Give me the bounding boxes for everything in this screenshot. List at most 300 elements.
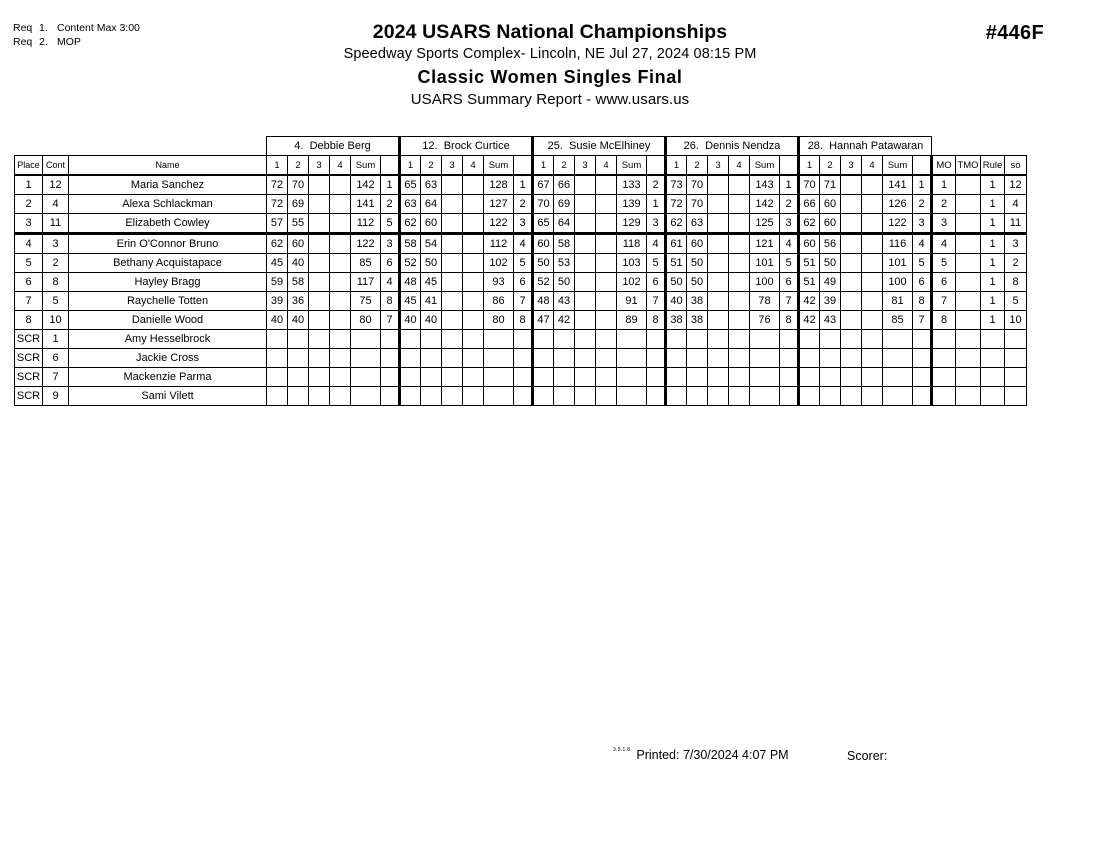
cell-j1-ord: 6 [381,254,400,273]
requirement-label: Req [13,36,33,48]
cell-j5-score4 [862,195,883,214]
report-header [0,20,1100,111]
cell-j2-score3 [442,195,463,214]
column-header-name: Name [69,156,267,176]
cell-j4-sum [750,387,780,406]
cell-j3-sum [617,387,647,406]
cell-j1-score2: 40 [288,254,309,273]
cell-cont: 10 [43,311,69,330]
table-row [15,254,1027,273]
report-version-code: 3.9.1.8 [613,747,631,753]
judge-name: Hannah Patawaran [829,140,924,152]
requirement-label: Req [13,22,33,34]
cell-j4-score4 [729,387,750,406]
cell-so [1005,349,1027,368]
cell-j5-score4 [862,214,883,234]
cell-mo [932,387,956,406]
cell-j2-score4 [463,273,484,292]
cell-j1-score2: 69 [288,195,309,214]
cell-so: 4 [1005,195,1027,214]
cell-j1-sum: 122 [351,234,381,254]
cell-j2-sum: 112 [484,234,514,254]
cell-j3-score4 [596,330,617,349]
cell-tmo [956,330,981,349]
cell-j4-score4 [729,311,750,330]
column-header-cont: Cont [43,156,69,176]
cell-j2-ord: 7 [514,292,533,311]
cell-j5-sum: 101 [883,254,913,273]
cell-j1-score4 [330,273,351,292]
cell-j4-ord: 6 [780,273,799,292]
cell-j2-score3 [442,254,463,273]
cell-j5-ord: 7 [913,311,932,330]
cell-j3-score4 [596,311,617,330]
cell-so [1005,387,1027,406]
cell-place: SCR [15,387,43,406]
cell-j3-ord: 1 [647,195,666,214]
cell-j4-sum: 78 [750,292,780,311]
requirement-text: MOP [57,36,81,48]
cell-j1-score1: 72 [267,175,288,195]
cell-j5-ord: 1 [913,175,932,195]
cell-j1-ord: 3 [381,234,400,254]
printed-timestamp: Printed: 7/30/2024 4:07 PM [636,748,789,762]
cell-cont: 9 [43,387,69,406]
cell-j3-sum: 103 [617,254,647,273]
cell-j2-ord [514,368,533,387]
cell-place: 7 [15,292,43,311]
cell-j4-ord [780,349,799,368]
results-table [14,136,1027,406]
cell-j1-score2: 58 [288,273,309,292]
cell-j2-sum: 93 [484,273,514,292]
column-header-j3-2: 2 [554,156,575,176]
cell-j5-score1: 70 [799,175,820,195]
cell-j5-score1 [799,330,820,349]
cell-j1-ord: 7 [381,311,400,330]
cell-j3-score3 [575,214,596,234]
cell-j3-score3 [575,368,596,387]
cell-j4-score4 [729,292,750,311]
cell-j5-score3 [841,254,862,273]
cell-j1-score4 [330,330,351,349]
cell-j1-score1: 57 [267,214,288,234]
column-header-j4-3: 3 [708,156,729,176]
cell-j1-score1: 45 [267,254,288,273]
cell-j5-ord [913,387,932,406]
cell-j5-sum [883,368,913,387]
column-header-j3-1: 1 [533,156,554,176]
cell-j3-sum: 89 [617,311,647,330]
column-header-j2-ord: Ord [514,156,533,176]
judge-name: Susie McElhiney [569,140,651,152]
judge-name: Dennis Nendza [705,140,781,152]
cell-j1-ord [381,349,400,368]
judge-number: 28. [807,140,823,152]
cell-j2-score2: 41 [421,292,442,311]
cell-j4-sum [750,330,780,349]
cell-j3-score3 [575,175,596,195]
cell-so: 12 [1005,175,1027,195]
cell-j5-score4 [862,234,883,254]
cell-j5-sum: 126 [883,195,913,214]
cell-j2-score4 [463,311,484,330]
column-header-j4-2: 2 [687,156,708,176]
cell-tmo [956,234,981,254]
cell-j3-score3 [575,195,596,214]
cell-j5-score1: 42 [799,311,820,330]
cell-j4-score3 [708,368,729,387]
cell-j2-score1: 63 [400,195,421,214]
cell-j1-score1: 40 [267,311,288,330]
cell-j2-score3 [442,175,463,195]
cell-j3-score1 [533,368,554,387]
cell-j4-score3 [708,214,729,234]
cell-rule [981,387,1005,406]
cell-j3-score4 [596,195,617,214]
cell-skater-name: Jackie Cross [69,349,267,368]
cell-j1-sum [351,368,381,387]
cell-j5-score2: 43 [820,311,841,330]
cell-j5-sum: 116 [883,234,913,254]
cell-tmo [956,387,981,406]
column-header-j3-3: 3 [575,156,596,176]
cell-j2-score4 [463,349,484,368]
cell-so [1005,330,1027,349]
cell-j4-sum: 121 [750,234,780,254]
cell-j5-score3 [841,234,862,254]
cell-j1-sum: 85 [351,254,381,273]
cell-j3-score2 [554,330,575,349]
cell-j3-score2 [554,368,575,387]
cell-j3-score2: 66 [554,175,575,195]
cell-j3-score4 [596,292,617,311]
cell-j1-score2 [288,330,309,349]
cell-so: 5 [1005,292,1027,311]
cell-j2-score1: 40 [400,311,421,330]
judge-title-3 [533,137,666,156]
cell-j5-score4 [862,254,883,273]
cell-j1-score2: 36 [288,292,309,311]
cell-j2-ord: 2 [514,195,533,214]
cell-j3-score3 [575,330,596,349]
cell-j2-ord [514,387,533,406]
cell-j3-score2 [554,387,575,406]
cell-j3-score4 [596,175,617,195]
cell-j3-ord: 7 [647,292,666,311]
judge-header-row [15,137,1027,156]
requirement-number: 1. [39,22,48,34]
judge-title-1 [267,137,400,156]
cell-j3-score4 [596,349,617,368]
cell-j1-score2: 70 [288,175,309,195]
cell-j1-score3 [309,214,330,234]
cell-j2-score1: 45 [400,292,421,311]
cell-j4-ord: 8 [780,311,799,330]
cell-j2-ord: 1 [514,175,533,195]
cell-j5-sum: 85 [883,311,913,330]
cell-j1-score4 [330,175,351,195]
cell-j5-ord [913,349,932,368]
cell-j4-score3 [708,234,729,254]
cell-j4-score2 [687,349,708,368]
cell-j4-score2: 38 [687,292,708,311]
cell-j5-score4 [862,368,883,387]
cell-j4-score4 [729,175,750,195]
cell-j3-score1: 70 [533,195,554,214]
cell-j5-score2: 60 [820,214,841,234]
cell-j4-ord [780,330,799,349]
cell-j3-score3 [575,311,596,330]
judge-title-4 [666,137,799,156]
cell-j4-score3 [708,254,729,273]
cell-j1-score1 [267,330,288,349]
judge-number: 4. [294,140,304,152]
cell-j3-score3 [575,349,596,368]
cell-j2-sum: 86 [484,292,514,311]
cell-j1-score2 [288,368,309,387]
cell-j1-score3 [309,195,330,214]
cell-j5-ord: 3 [913,214,932,234]
cell-j2-score4 [463,175,484,195]
cell-j5-score2 [820,387,841,406]
column-header-j1-3: 3 [309,156,330,176]
cell-j2-score3 [442,368,463,387]
cell-j3-score3 [575,387,596,406]
table-row [15,349,1027,368]
cell-so: 10 [1005,311,1027,330]
cell-j3-ord [647,330,666,349]
cell-tmo [956,368,981,387]
cell-j1-score1: 72 [267,195,288,214]
cell-j4-score4 [729,234,750,254]
cell-j1-sum [351,349,381,368]
cell-j2-score3 [442,349,463,368]
cell-j2-score4 [463,214,484,234]
cell-rule: 1 [981,195,1005,214]
cell-j4-score1: 61 [666,234,687,254]
cell-j1-sum: 117 [351,273,381,292]
cell-j1-score1 [267,349,288,368]
cell-j2-score4 [463,330,484,349]
cell-j2-score4 [463,368,484,387]
cell-j2-score1: 58 [400,234,421,254]
cell-mo: 1 [932,175,956,195]
cell-j1-ord [381,387,400,406]
cell-j4-score2: 63 [687,214,708,234]
cell-skater-name: Sami Vilett [69,387,267,406]
cell-j4-ord: 2 [780,195,799,214]
cell-j5-ord: 8 [913,292,932,311]
cell-j3-sum [617,349,647,368]
cell-rule: 1 [981,292,1005,311]
cell-j5-score3 [841,311,862,330]
table-row [15,273,1027,292]
cell-j2-sum [484,368,514,387]
cell-tmo [956,273,981,292]
cell-j4-score1: 38 [666,311,687,330]
cell-j4-ord: 5 [780,254,799,273]
column-header-j1-2: 2 [288,156,309,176]
cell-j3-score4 [596,368,617,387]
cell-j2-score3 [442,387,463,406]
cell-j5-ord: 5 [913,254,932,273]
cell-j4-score3 [708,175,729,195]
cell-j5-score3 [841,175,862,195]
cell-j4-score4 [729,214,750,234]
cell-j1-score4 [330,311,351,330]
cell-j4-score1 [666,387,687,406]
cell-j1-ord: 2 [381,195,400,214]
cell-j3-ord: 6 [647,273,666,292]
cell-j5-score3 [841,195,862,214]
column-header-rule: Rule [981,156,1005,176]
cell-j1-sum: 75 [351,292,381,311]
cell-j4-score2: 50 [687,273,708,292]
column-header-j2-1: 1 [400,156,421,176]
cell-j4-score4 [729,349,750,368]
cell-j2-sum: 128 [484,175,514,195]
judge-number: 26. [683,140,699,152]
cell-j4-score3 [708,387,729,406]
cell-j5-score3 [841,368,862,387]
column-header-j4-sum: Sum [750,156,780,176]
cell-j1-score2: 60 [288,234,309,254]
column-header-j1-4: 4 [330,156,351,176]
cell-j4-ord: 3 [780,214,799,234]
column-header-j3-sum: Sum [617,156,647,176]
cell-skater-name: Erin O'Connor Bruno [69,234,267,254]
cell-j4-sum: 101 [750,254,780,273]
cell-j5-score4 [862,175,883,195]
cell-j3-score2: 69 [554,195,575,214]
column-header-mo: MO [932,156,956,176]
cell-j5-score2: 49 [820,273,841,292]
cell-cont: 11 [43,214,69,234]
column-header-j4-4: 4 [729,156,750,176]
table-row [15,292,1027,311]
cell-j5-score3 [841,330,862,349]
cell-j5-score1 [799,387,820,406]
cell-rule [981,368,1005,387]
cell-j4-score4 [729,195,750,214]
column-header-j2-2: 2 [421,156,442,176]
cell-j4-sum: 125 [750,214,780,234]
cell-tmo [956,254,981,273]
cell-mo [932,349,956,368]
cell-j5-sum: 141 [883,175,913,195]
column-header-so: so [1005,156,1027,176]
column-header-j2-sum: Sum [484,156,514,176]
cell-j2-score2: 45 [421,273,442,292]
cell-cont: 4 [43,195,69,214]
cell-j1-score4 [330,387,351,406]
cell-j3-score1 [533,349,554,368]
cell-j1-score2 [288,387,309,406]
cell-j5-score1: 42 [799,292,820,311]
cell-j4-ord: 4 [780,234,799,254]
cell-j2-score1: 52 [400,254,421,273]
cell-j4-score2 [687,368,708,387]
cell-cont: 6 [43,349,69,368]
cell-j1-ord: 1 [381,175,400,195]
cell-j3-score1 [533,330,554,349]
cell-j5-score2: 39 [820,292,841,311]
cell-skater-name: Elizabeth Cowley [69,214,267,234]
column-header-j1-sum: Sum [351,156,381,176]
cell-j3-score1: 48 [533,292,554,311]
cell-j2-sum [484,349,514,368]
cell-j1-score4 [330,214,351,234]
cell-j1-score1 [267,387,288,406]
cell-j3-sum: 139 [617,195,647,214]
requirement-number: 2. [39,36,48,48]
cell-j4-score1: 40 [666,292,687,311]
cell-j2-score2: 54 [421,234,442,254]
column-header-j5-2: 2 [820,156,841,176]
cell-j5-score1: 62 [799,214,820,234]
column-header-j4-1: 1 [666,156,687,176]
cell-j4-score1 [666,368,687,387]
cell-j2-score3 [442,214,463,234]
judge-title-5 [799,137,932,156]
cell-j4-ord: 7 [780,292,799,311]
cell-cont: 8 [43,273,69,292]
cell-j2-score2: 60 [421,214,442,234]
cell-j2-score2 [421,349,442,368]
cell-j5-score2: 56 [820,234,841,254]
cell-rule: 1 [981,311,1005,330]
cell-j3-score1: 47 [533,311,554,330]
cell-rule: 1 [981,234,1005,254]
cell-j5-score2: 60 [820,195,841,214]
report-source-line: USARS Summary Report - www.usars.us [410,91,690,108]
cell-j1-ord: 4 [381,273,400,292]
cell-j2-score2: 63 [421,175,442,195]
cell-j3-ord [647,368,666,387]
cell-j3-score1 [533,387,554,406]
cell-j2-sum: 80 [484,311,514,330]
table-row [15,214,1027,234]
cell-place: SCR [15,330,43,349]
table-row [15,175,1027,195]
cell-j1-score3 [309,254,330,273]
cell-j5-score3 [841,273,862,292]
cell-j2-score1 [400,330,421,349]
cell-j2-score1 [400,368,421,387]
cell-j4-sum [750,349,780,368]
cell-cont: 12 [43,175,69,195]
cell-j2-sum [484,330,514,349]
cell-j4-score2: 38 [687,311,708,330]
cell-place: 5 [15,254,43,273]
cell-j4-score2 [687,330,708,349]
scorer-label: Scorer: [847,749,888,763]
cell-j1-score3 [309,387,330,406]
cell-j5-score1 [799,349,820,368]
column-header-j2-4: 4 [463,156,484,176]
cell-j2-sum: 102 [484,254,514,273]
cell-j4-score2: 50 [687,254,708,273]
cell-j2-ord: 6 [514,273,533,292]
cell-j4-ord [780,387,799,406]
heat-code: #446F [985,22,1044,44]
cell-j2-score1: 48 [400,273,421,292]
cell-j1-sum: 80 [351,311,381,330]
judge-number: 12. [422,140,438,152]
cell-j5-score3 [841,214,862,234]
cell-skater-name: Danielle Wood [69,311,267,330]
